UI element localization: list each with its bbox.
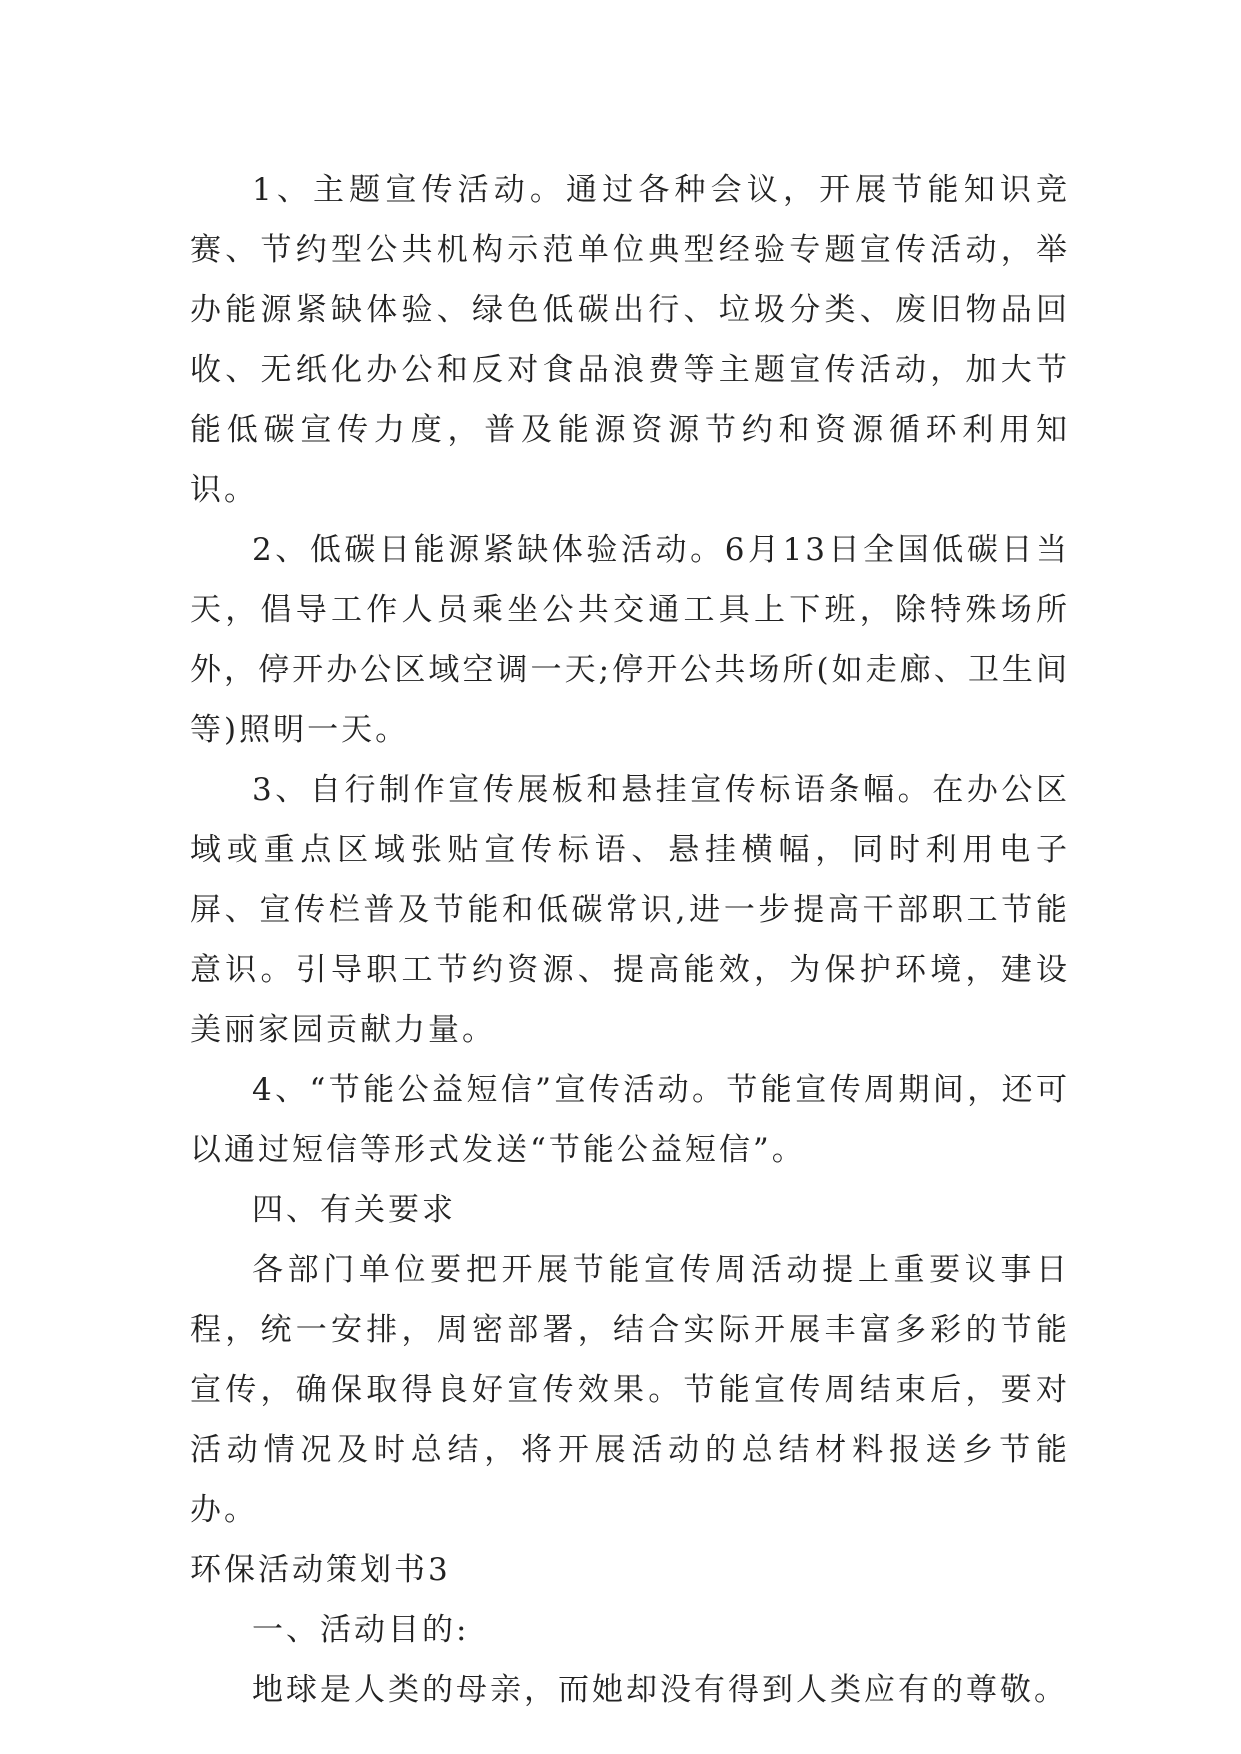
section-title: 环保活动策划书3 xyxy=(190,1552,451,1588)
document-body xyxy=(190,160,1070,1720)
section-heading-requirements: 四、有关要求 xyxy=(252,1192,456,1228)
section-heading-purpose: 一、活动目的: xyxy=(252,1612,470,1648)
paragraph-purpose: 地球是人类的母亲，而她却没有得到人类应有的尊敬。 xyxy=(252,1672,1068,1708)
paragraph-requirements: 各部门单位要把开展节能宣传周活动提上重要议事日程，统一安排，周密部署，结合实际开展丰富多彩的节能宣传，确保取得良好宣传效果。节能宣传周结束后，要对活动情况及时总结，将开展活动的总结材料报送乡节能办。 xyxy=(190,1252,1070,1528)
paragraph-sms-campaign: 4、“节能公益短信”宣传活动。节能宣传周期间，还可以通过短信等形式发送“节能公益短信”。 xyxy=(190,1072,1070,1168)
paragraph-low-carbon-day: 2、低碳日能源紧缺体验活动。6月13日全国低碳日当天，倡导工作人员乘坐公共交通工具上下班，除特殊场所外，停开办公区域空调一天;停开公共场所(如走廊、卫生间等)照明一天。 xyxy=(190,532,1070,748)
paragraph-display-boards: 3、自行制作宣传展板和悬挂宣传标语条幅。在办公区域或重点区域张贴宣传标语、悬挂横幅，同时利用电子屏、宣传栏普及节能和低碳常识,进一步提高干部职工节能意识。引导职工节约资源、提高能效，为保护环境，建设美丽家园贡献力量。 xyxy=(190,772,1070,1048)
paragraph-theme-activities: 1、主题宣传活动。通过各种会议，开展节能知识竞赛、节约型公共机构示范单位典型经验专题宣传活动，举办能源紧缺体验、绿色低碳出行、垃圾分类、废旧物品回收、无纸化办公和反对食品浪费等主题宣传活动，加大节能低碳宣传力度，普及能源资源节约和资源循环利用知识。 xyxy=(190,172,1070,508)
